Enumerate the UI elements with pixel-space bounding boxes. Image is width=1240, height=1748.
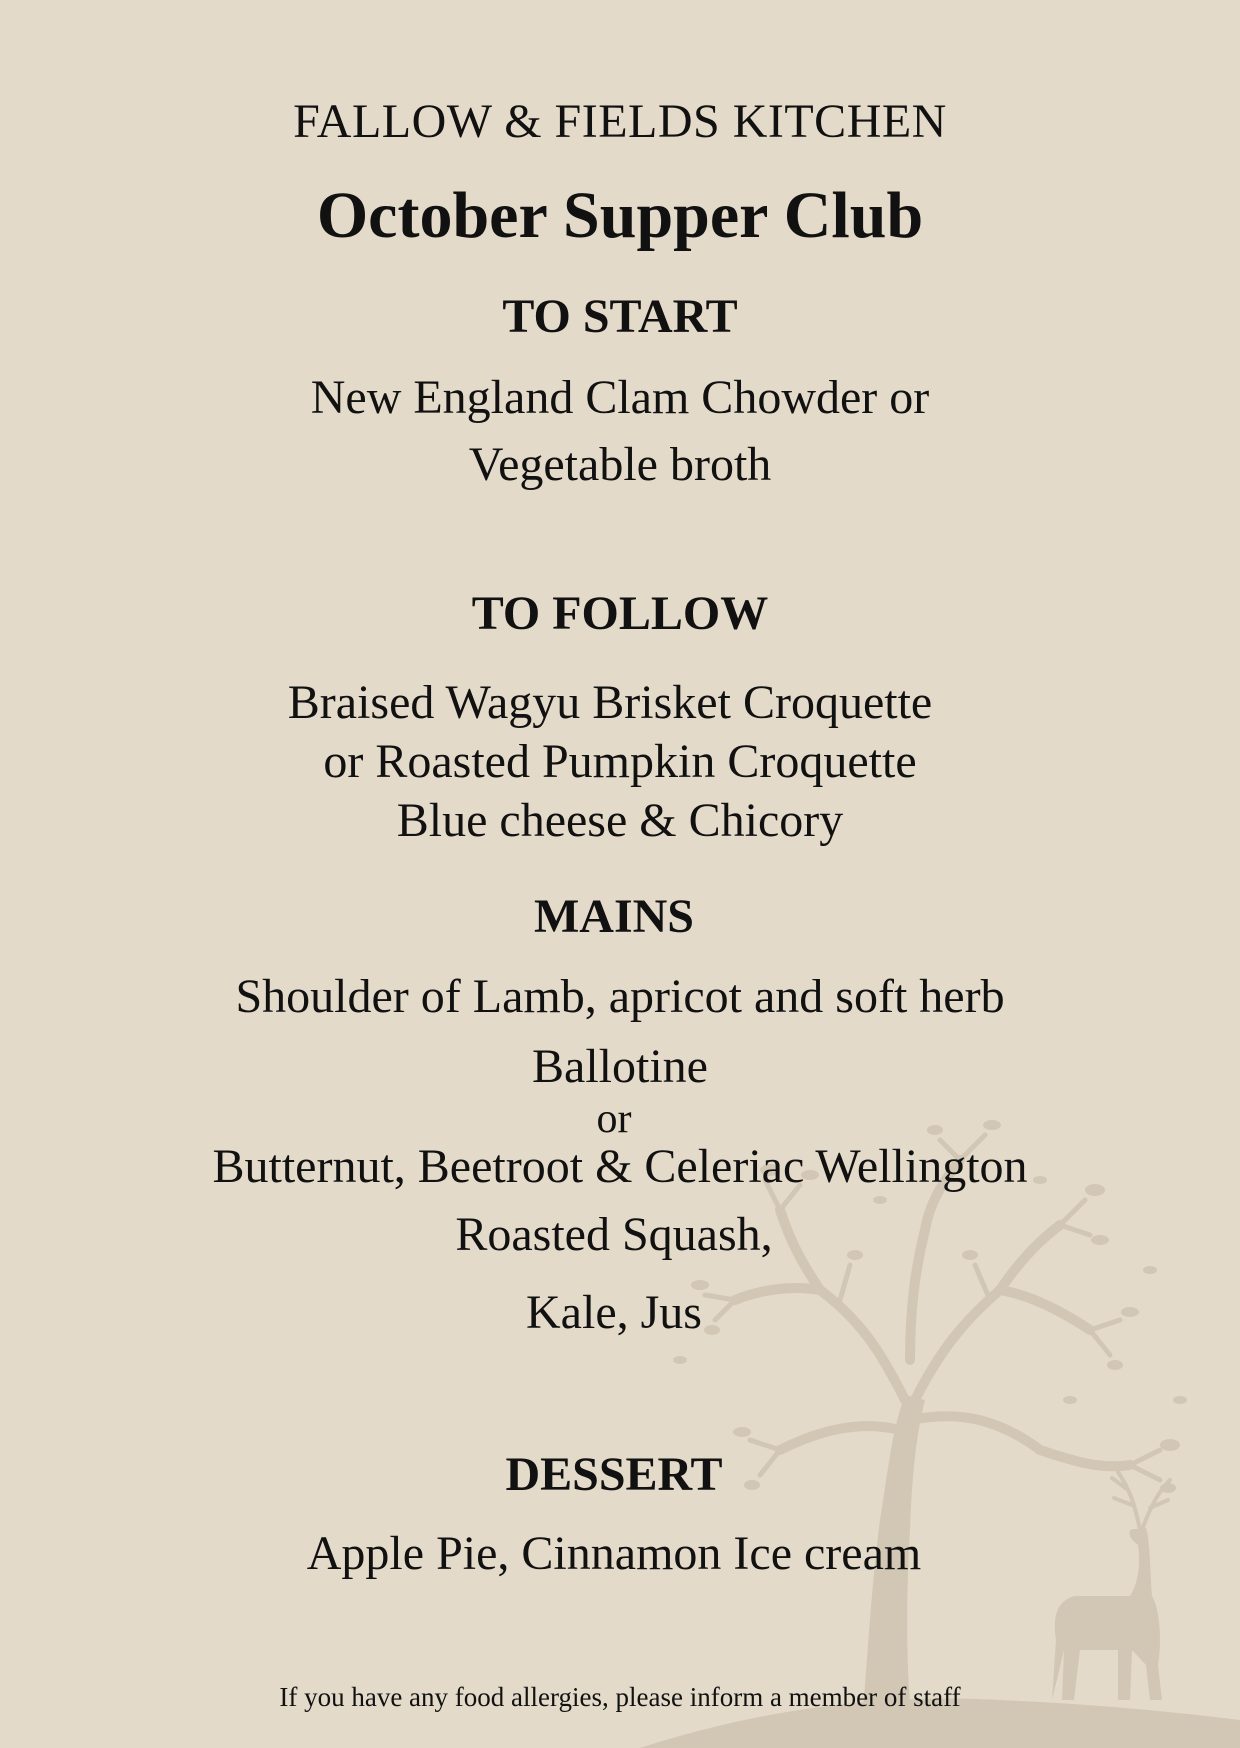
menu-item-line: Vegetable broth: [468, 438, 772, 491]
menu-item-line: Roasted Squash,: [455, 1208, 773, 1261]
menu-item-line: New England Clam Chowder or: [310, 371, 930, 424]
allergy-notice: If you have any food allergies, please inform a member of staff: [279, 1682, 961, 1712]
restaurant-name: FALLOW & FIELDS KITCHEN: [293, 95, 947, 148]
section-heading-mains: MAINS: [533, 890, 694, 943]
section-heading-to-follow: TO FOLLOW: [471, 587, 769, 640]
menu-item-line: Kale, Jus: [526, 1286, 702, 1339]
menu-item-line: or: [596, 1096, 632, 1142]
menu-title: October Supper Club: [316, 179, 924, 252]
menu-item-line: Braised Wagyu Brisket Croquette: [287, 676, 933, 729]
menu-item-line: Blue cheese & Chicory: [396, 794, 844, 847]
menu-item-line: Shoulder of Lamb, apricot and soft herb: [235, 970, 1005, 1023]
section-heading-dessert: DESSERT: [505, 1448, 723, 1501]
menu-item-line: or Roasted Pumpkin Croquette: [323, 735, 917, 788]
section-heading-to-start: TO START: [502, 290, 738, 343]
menu-item-line: Butternut, Beetroot & Celeriac Wellington: [212, 1140, 1028, 1193]
menu-item-line: Ballotine: [532, 1040, 708, 1093]
menu-item-line: Apple Pie, Cinnamon Ice cream: [306, 1527, 922, 1580]
